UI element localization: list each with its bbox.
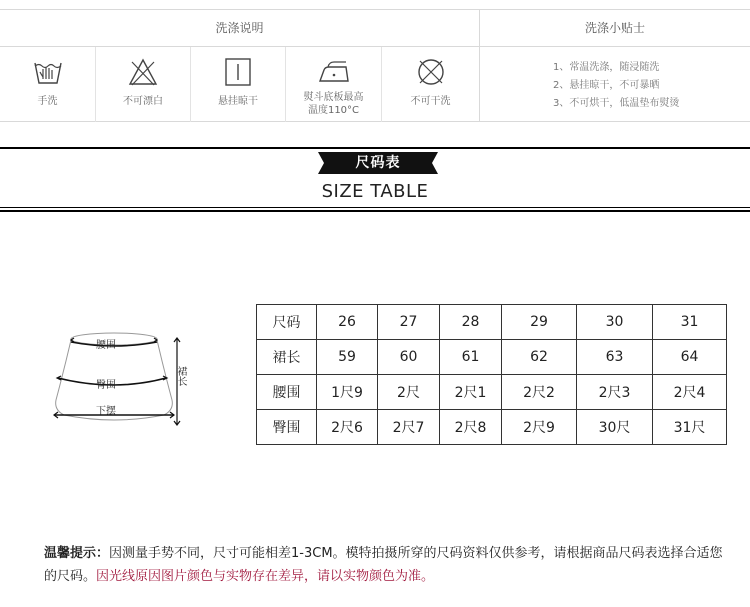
tip-note: [44, 542, 734, 588]
row-header: 腰围: [257, 375, 317, 410]
tips-title: 洗涤小贴士: [584, 21, 645, 35]
care-label-line1: 熨斗底板最高: [303, 92, 364, 103]
no-bleach-icon: [126, 57, 160, 87]
table-cell: 2尺7: [378, 410, 440, 445]
table-cell: 2尺: [378, 375, 440, 410]
care-header: [0, 10, 750, 47]
care-label: 悬挂晾干: [218, 96, 258, 107]
care-item: [382, 47, 480, 122]
care-item: [0, 47, 96, 122]
tip-item: 1、常温洗涤，随浸随洗: [553, 62, 660, 73]
care-label: 不可干洗: [410, 96, 451, 107]
table-cell: 63: [577, 340, 653, 375]
hand-wash-icon: [31, 57, 65, 87]
note-text: 因测量手势不同，尺寸可能相差1-3CM。模特拍摄所穿的尺码资料仅供参考，请根据商品尺码表选择合适您的尺码。: [44, 546, 723, 584]
divider: [0, 147, 750, 149]
size-table-heading: SIZE TABLE: [321, 181, 429, 202]
length-label: 裙长: [175, 366, 186, 386]
row-header: 臀围: [257, 410, 317, 445]
table-cell: 2尺9: [502, 410, 577, 445]
table-cell: 59: [317, 340, 378, 375]
divider: [0, 210, 750, 212]
tip-item: 3、不可烘干，低温垫布熨烫: [553, 98, 680, 109]
table-cell: 60: [378, 340, 440, 375]
size-table: [256, 304, 727, 445]
care-item: [96, 47, 191, 122]
care-label: 手洗: [37, 96, 58, 107]
skirt-illustration: [44, 330, 194, 430]
table-cell: 2尺4: [653, 375, 727, 410]
hang-dry-icon: [221, 57, 255, 87]
table-cell: 30尺: [577, 410, 653, 445]
title-banner: [318, 152, 438, 174]
iron-icon: [317, 57, 351, 87]
care-label: [286, 91, 381, 117]
table-cell: 31尺: [653, 410, 727, 445]
table-cell: 2尺8: [440, 410, 502, 445]
care-section: [0, 9, 750, 122]
table-cell: 27: [378, 305, 440, 340]
hip-label: 臀围: [96, 380, 116, 391]
table-cell: 30: [577, 305, 653, 340]
table-cell: 28: [440, 305, 502, 340]
care-item: [191, 47, 286, 122]
table-cell: 29: [502, 305, 577, 340]
banner-title: 尺码表: [355, 155, 401, 171]
skirt-diagram: [44, 330, 194, 430]
care-label: 不可漂白: [123, 96, 163, 107]
care-tips: [480, 47, 750, 122]
table-cell: 2尺3: [577, 375, 653, 410]
care-item: [286, 47, 382, 122]
tip-item: 2、悬挂晾干，不可暴晒: [553, 80, 660, 91]
care-label-line2: 温度110°C: [307, 105, 360, 116]
note-color-warning: 因光线原因图片颜色与实物存在差异，请以实物颜色为准。: [96, 569, 435, 584]
table-cell: 61: [440, 340, 502, 375]
row-header: 裙长: [257, 340, 317, 375]
hem-label: 下摆: [96, 406, 116, 417]
table-row: [257, 410, 727, 445]
note-label: 温馨提示：: [44, 546, 110, 561]
no-dry-clean-icon: [414, 57, 448, 87]
table-cell: 2尺2: [502, 375, 577, 410]
table-cell: 26: [317, 305, 378, 340]
table-row: [257, 375, 727, 410]
table-row: [257, 340, 727, 375]
row-header: 尺码: [257, 305, 317, 340]
table-cell: 2尺1: [440, 375, 502, 410]
table-cell: 2尺6: [317, 410, 378, 445]
table-cell: 62: [502, 340, 577, 375]
table-row: [257, 305, 727, 340]
divider: [0, 207, 750, 208]
waist-label: 腰围: [96, 340, 116, 351]
care-title: 洗涤说明: [0, 10, 480, 47]
table-cell: 31: [653, 305, 727, 340]
table-cell: 64: [653, 340, 727, 375]
table-cell: 1尺9: [317, 375, 378, 410]
